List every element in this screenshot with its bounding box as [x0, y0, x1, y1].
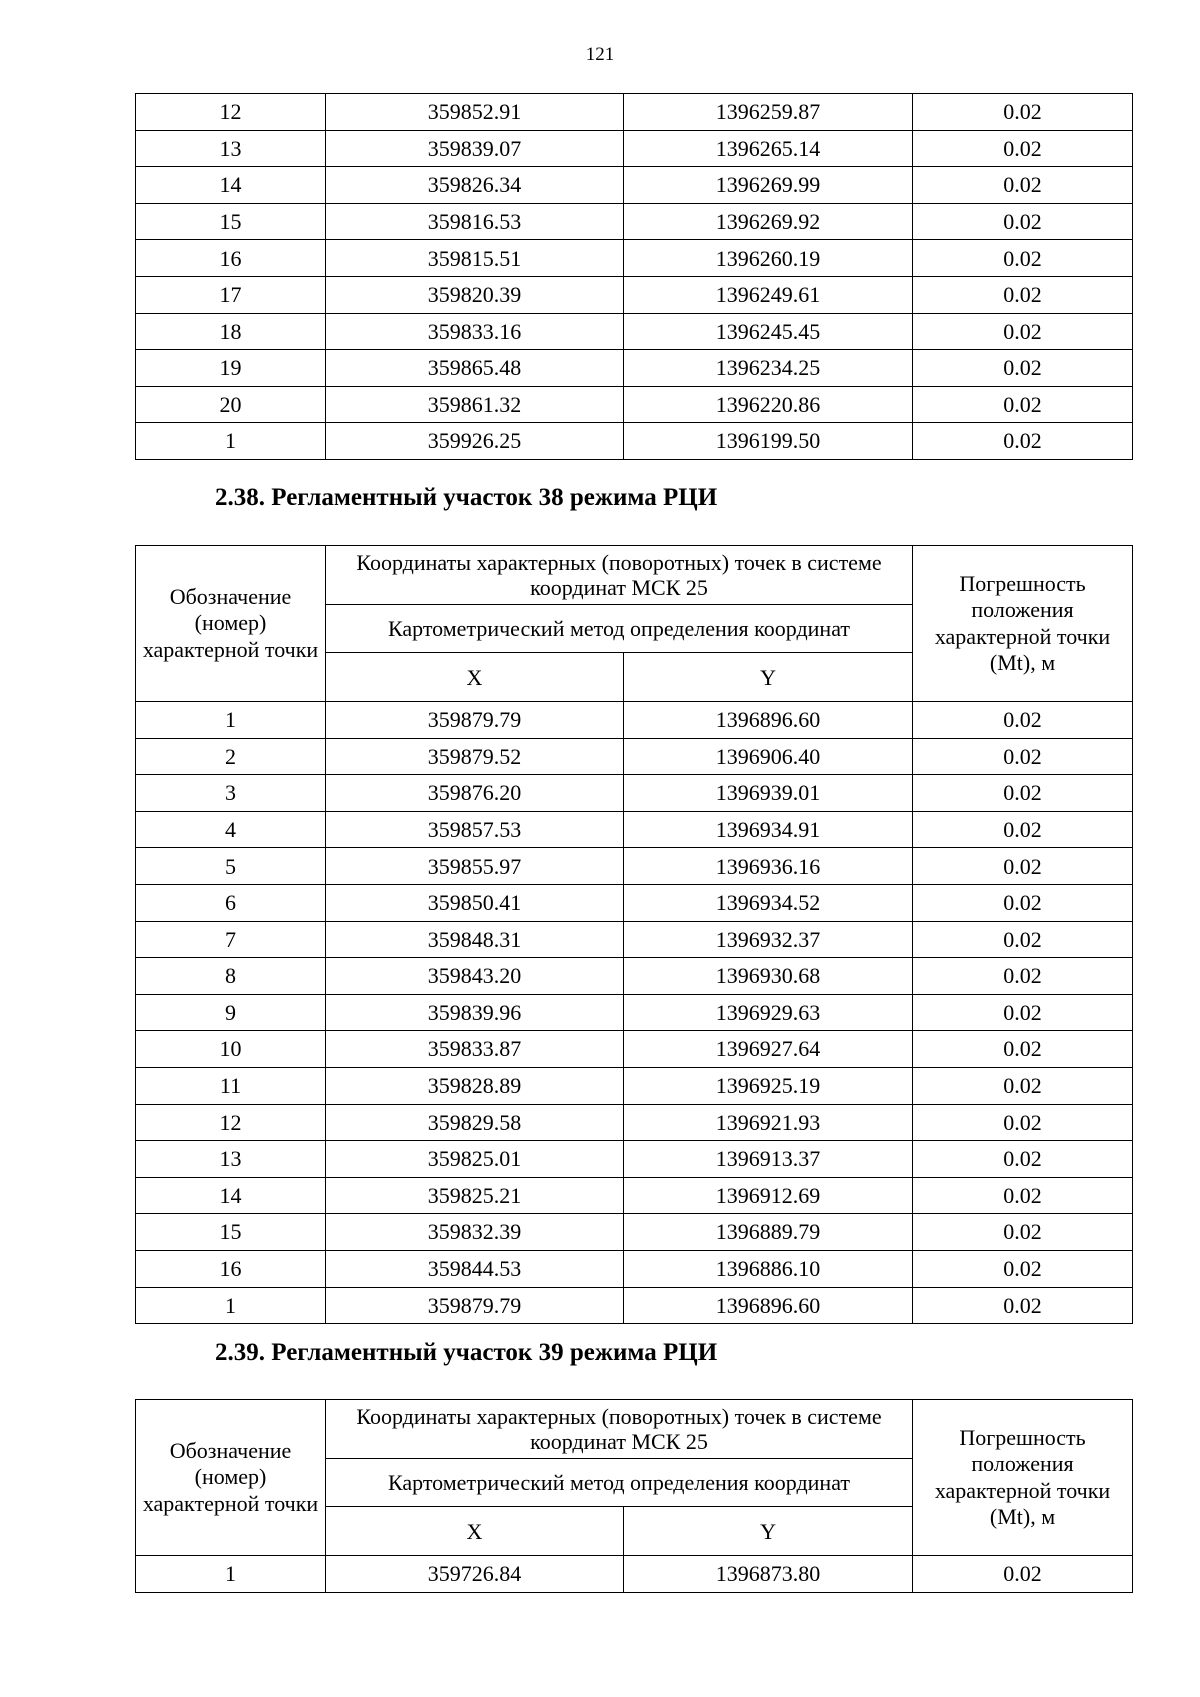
y-coordinate-cell: 1396939.01 [624, 775, 913, 812]
y-coordinate-cell: 1396269.92 [624, 203, 913, 240]
x-coordinate-cell: 359829.58 [326, 1104, 624, 1141]
x-coordinate-cell: 359825.01 [326, 1141, 624, 1178]
x-coordinate-cell: 359832.39 [326, 1214, 624, 1251]
table-row [136, 994, 1133, 1031]
y-coordinate-cell: 1396249.61 [624, 276, 913, 313]
point-number-cell: 20 [136, 386, 326, 423]
table-row [136, 1031, 1133, 1068]
point-number-cell: 5 [136, 848, 326, 885]
table-row [136, 958, 1133, 995]
error-cell: 0.02 [913, 1177, 1133, 1214]
y-coordinate-cell: 1396234.25 [624, 350, 913, 387]
point-number-cell: 2 [136, 738, 326, 775]
point-number-cell: 6 [136, 884, 326, 921]
error-cell: 0.02 [913, 738, 1133, 775]
table-row [136, 775, 1133, 812]
point-number-cell: 12 [136, 1104, 326, 1141]
point-number-cell: 1 [136, 1556, 326, 1593]
y-coordinate-cell: 1396912.69 [624, 1177, 913, 1214]
error-cell: 0.02 [913, 1104, 1133, 1141]
table-row [136, 1104, 1133, 1141]
point-number-cell: 18 [136, 313, 326, 350]
error-cell: 0.02 [913, 350, 1133, 387]
table-row [136, 702, 1133, 739]
point-number-cell: 15 [136, 1214, 326, 1251]
header-error: Погрешность положения характерной точки (Mt), м [913, 546, 1133, 702]
y-coordinate-cell: 1396929.63 [624, 994, 913, 1031]
point-number-cell: 13 [136, 130, 326, 167]
header-coords-group: Координаты характерных (поворотных) точек в системе координат МСК 25 [326, 1400, 913, 1459]
y-coordinate-cell: 1396906.40 [624, 738, 913, 775]
header-error: Погрешность положения характерной точки (Mt), м [913, 1400, 1133, 1556]
x-coordinate-cell: 359833.87 [326, 1031, 624, 1068]
point-number-cell: 14 [136, 1177, 326, 1214]
point-number-cell: 11 [136, 1067, 326, 1104]
table-row [136, 1214, 1133, 1251]
header-method: Картометрический метод определения координат [326, 604, 913, 653]
table-row [136, 203, 1133, 240]
x-coordinate-cell: 359848.31 [326, 921, 624, 958]
y-coordinate-cell: 1396896.60 [624, 702, 913, 739]
table-row [136, 350, 1133, 387]
y-coordinate-cell: 1396199.50 [624, 423, 913, 460]
y-coordinate-cell: 1396260.19 [624, 240, 913, 277]
error-cell: 0.02 [913, 423, 1133, 460]
error-cell: 0.02 [913, 130, 1133, 167]
y-coordinate-cell: 1396930.68 [624, 958, 913, 995]
y-coordinate-cell: 1396873.80 [624, 1556, 913, 1593]
point-number-cell: 9 [136, 994, 326, 1031]
table-body [136, 702, 1133, 1324]
table-row [136, 423, 1133, 460]
error-cell: 0.02 [913, 958, 1133, 995]
x-coordinate-cell: 359844.53 [326, 1250, 624, 1287]
table-row [136, 1250, 1133, 1287]
x-coordinate-cell: 359839.07 [326, 130, 624, 167]
error-cell: 0.02 [913, 1556, 1133, 1593]
error-cell: 0.02 [913, 240, 1133, 277]
table-row [136, 1177, 1133, 1214]
y-coordinate-cell: 1396889.79 [624, 1214, 913, 1251]
x-coordinate-cell: 359850.41 [326, 884, 624, 921]
section-38-heading: 2.38. Регламентный участок 38 режима РЦИ [215, 484, 718, 511]
y-coordinate-cell: 1396913.37 [624, 1141, 913, 1178]
point-number-cell: 16 [136, 1250, 326, 1287]
table-row [136, 1287, 1133, 1324]
error-cell: 0.02 [913, 848, 1133, 885]
error-cell: 0.02 [913, 884, 1133, 921]
point-number-cell: 1 [136, 1287, 326, 1324]
y-coordinate-cell: 1396259.87 [624, 94, 913, 131]
table-row [136, 1067, 1133, 1104]
y-coordinate-cell: 1396932.37 [624, 921, 913, 958]
x-coordinate-cell: 359879.79 [326, 1287, 624, 1324]
table-row [136, 130, 1133, 167]
table-row [136, 167, 1133, 204]
error-cell: 0.02 [913, 276, 1133, 313]
x-coordinate-cell: 359865.48 [326, 350, 624, 387]
header-coords-group: Координаты характерных (поворотных) точек в системе координат МСК 25 [326, 546, 913, 605]
header-x: X [326, 653, 624, 702]
point-number-cell: 17 [136, 276, 326, 313]
error-cell: 0.02 [913, 921, 1133, 958]
error-cell: 0.02 [913, 775, 1133, 812]
coordinates-table-39 [135, 1399, 1133, 1593]
table-row [136, 848, 1133, 885]
error-cell: 0.02 [913, 203, 1133, 240]
x-coordinate-cell: 359828.89 [326, 1067, 624, 1104]
y-coordinate-cell: 1396245.45 [624, 313, 913, 350]
x-coordinate-cell: 359816.53 [326, 203, 624, 240]
x-coordinate-cell: 359879.52 [326, 738, 624, 775]
y-coordinate-cell: 1396220.86 [624, 386, 913, 423]
x-coordinate-cell: 359820.39 [326, 276, 624, 313]
error-cell: 0.02 [913, 1287, 1133, 1324]
error-cell: 0.02 [913, 1250, 1133, 1287]
point-number-cell: 8 [136, 958, 326, 995]
x-coordinate-cell: 359726.84 [326, 1556, 624, 1593]
table-row [136, 94, 1133, 131]
error-cell: 0.02 [913, 1141, 1133, 1178]
x-coordinate-cell: 359833.16 [326, 313, 624, 350]
y-coordinate-cell: 1396934.91 [624, 811, 913, 848]
table-body [136, 1556, 1133, 1593]
x-coordinate-cell: 359926.25 [326, 423, 624, 460]
point-number-cell: 3 [136, 775, 326, 812]
y-coordinate-cell: 1396925.19 [624, 1067, 913, 1104]
header-y: Y [624, 653, 913, 702]
x-coordinate-cell: 359826.34 [326, 167, 624, 204]
error-cell: 0.02 [913, 994, 1133, 1031]
point-number-cell: 1 [136, 702, 326, 739]
error-cell: 0.02 [913, 702, 1133, 739]
y-coordinate-cell: 1396886.10 [624, 1250, 913, 1287]
table-row [136, 1556, 1133, 1593]
error-cell: 0.02 [913, 94, 1133, 131]
y-coordinate-cell: 1396921.93 [624, 1104, 913, 1141]
point-number-cell: 10 [136, 1031, 326, 1068]
point-number-cell: 16 [136, 240, 326, 277]
point-number-cell: 14 [136, 167, 326, 204]
y-coordinate-cell: 1396896.60 [624, 1287, 913, 1324]
table-row [136, 276, 1133, 313]
table-row [136, 313, 1133, 350]
error-cell: 0.02 [913, 1067, 1133, 1104]
table-row [136, 1141, 1133, 1178]
error-cell: 0.02 [913, 386, 1133, 423]
coordinates-table-38 [135, 545, 1133, 1324]
x-coordinate-cell: 359852.91 [326, 94, 624, 131]
error-cell: 0.02 [913, 313, 1133, 350]
x-coordinate-cell: 359857.53 [326, 811, 624, 848]
y-coordinate-cell: 1396936.16 [624, 848, 913, 885]
page-number: 121 [585, 44, 615, 65]
x-coordinate-cell: 359815.51 [326, 240, 624, 277]
error-cell: 0.02 [913, 1214, 1133, 1251]
header-point: Обозначение (номер) характерной точки [136, 546, 326, 702]
y-coordinate-cell: 1396265.14 [624, 130, 913, 167]
header-method: Картометрический метод определения координат [326, 1458, 913, 1507]
point-number-cell: 7 [136, 921, 326, 958]
point-number-cell: 19 [136, 350, 326, 387]
table-row [136, 811, 1133, 848]
table-row [136, 240, 1133, 277]
y-coordinate-cell: 1396269.99 [624, 167, 913, 204]
x-coordinate-cell: 359861.32 [326, 386, 624, 423]
table-body [136, 94, 1133, 460]
x-coordinate-cell: 359855.97 [326, 848, 624, 885]
error-cell: 0.02 [913, 1031, 1133, 1068]
point-number-cell: 13 [136, 1141, 326, 1178]
table-row [136, 386, 1133, 423]
y-coordinate-cell: 1396927.64 [624, 1031, 913, 1068]
y-coordinate-cell: 1396934.52 [624, 884, 913, 921]
table-row [136, 884, 1133, 921]
x-coordinate-cell: 359879.79 [326, 702, 624, 739]
table-row [136, 738, 1133, 775]
point-number-cell: 12 [136, 94, 326, 131]
header-point: Обозначение (номер) характерной точки [136, 1400, 326, 1556]
point-number-cell: 4 [136, 811, 326, 848]
coordinates-table-continued [135, 93, 1133, 460]
section-39-heading: 2.39. Регламентный участок 39 режима РЦИ [215, 1339, 718, 1366]
header-y: Y [624, 1507, 913, 1556]
table-row [136, 921, 1133, 958]
point-number-cell: 1 [136, 423, 326, 460]
error-cell: 0.02 [913, 811, 1133, 848]
point-number-cell: 15 [136, 203, 326, 240]
x-coordinate-cell: 359843.20 [326, 958, 624, 995]
error-cell: 0.02 [913, 167, 1133, 204]
header-x: X [326, 1507, 624, 1556]
x-coordinate-cell: 359876.20 [326, 775, 624, 812]
x-coordinate-cell: 359839.96 [326, 994, 624, 1031]
x-coordinate-cell: 359825.21 [326, 1177, 624, 1214]
